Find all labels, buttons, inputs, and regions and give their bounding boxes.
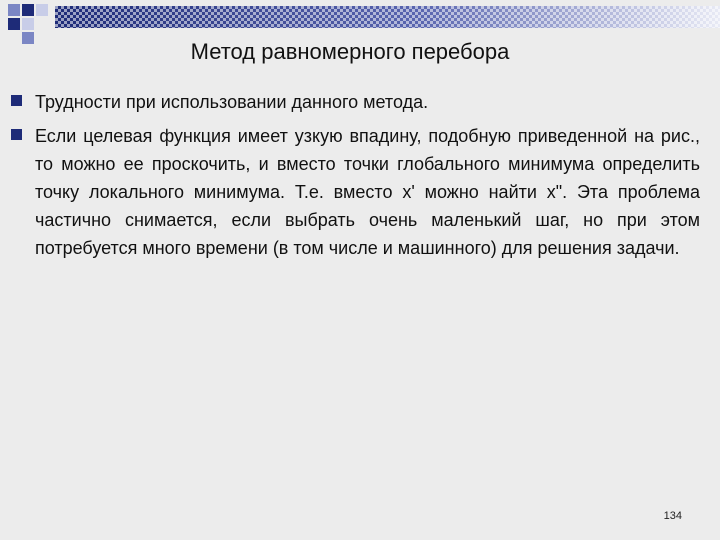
decor-square	[36, 4, 48, 16]
bullet-item	[10, 122, 700, 262]
bullet-item	[10, 88, 700, 116]
decor-square	[22, 4, 34, 16]
bullet-list	[10, 88, 700, 268]
bullet-text: Трудности при использовании данного метода.	[35, 92, 429, 112]
decor-square	[8, 18, 20, 30]
decor-square	[8, 4, 20, 16]
slide-title: Метод равномерного перебора	[190, 39, 510, 64]
page-number: 134	[663, 510, 682, 522]
square-bullet-icon	[11, 129, 22, 140]
header-checker-band	[55, 6, 720, 28]
decor-square	[22, 18, 34, 30]
bullet-text: Если целевая функция имеет узкую впадину, подобную приведенной на рис., то можно ее проскочить, и вместо точки глобального минимума определить точку локального минимума. Т.е. вместо x' можно найти x". Эта проблема частично снимается, если выбрать очень маленький шаг, но при этом потребуется много времени (в том числе и машинного) для решения задачи.	[35, 126, 700, 258]
square-bullet-icon	[11, 95, 22, 106]
